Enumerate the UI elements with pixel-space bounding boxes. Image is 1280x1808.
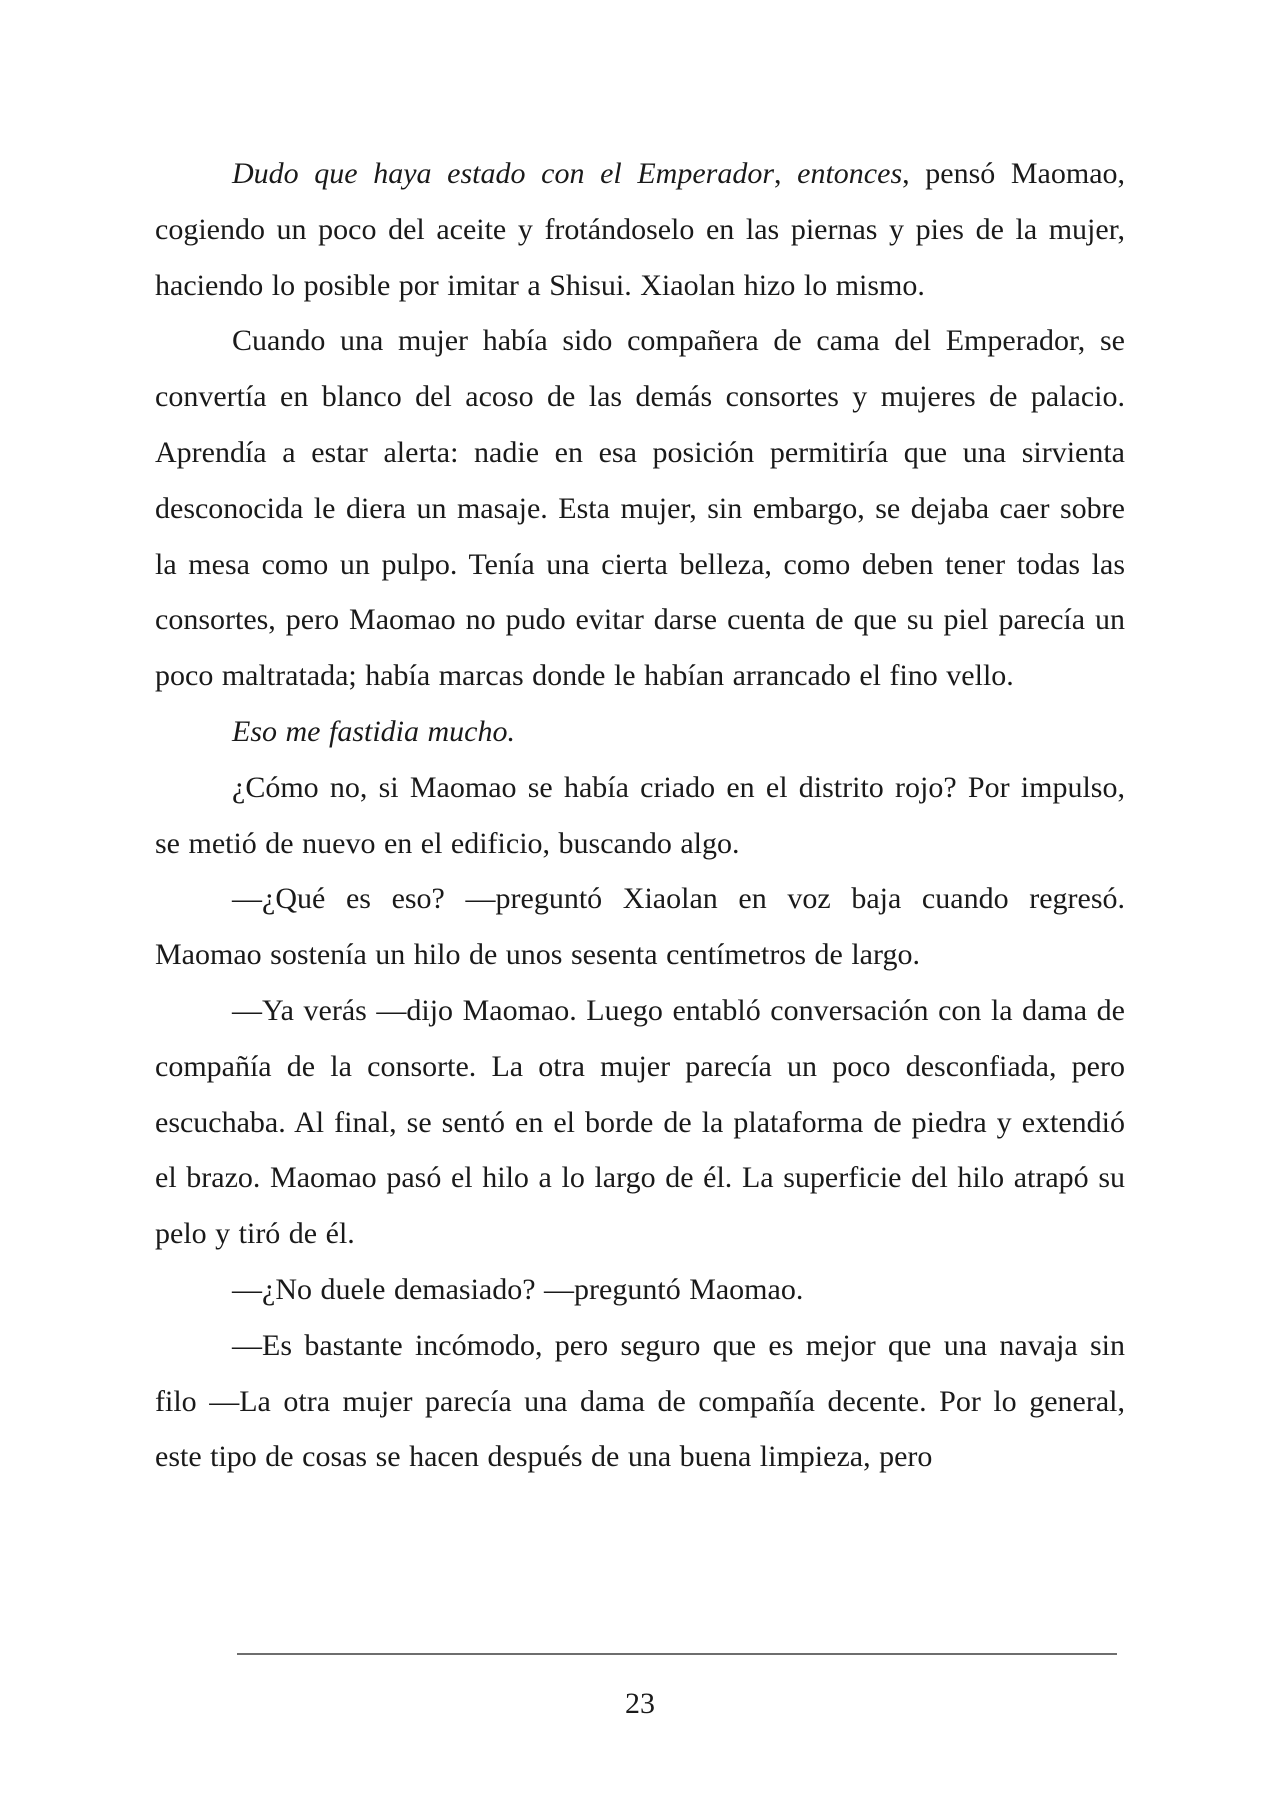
text-run: ,: [774, 157, 798, 190]
italic-thought: Eso me fastidia mucho.: [232, 714, 515, 748]
paragraph-6: [155, 983, 1125, 1262]
paragraph-4: [155, 760, 1125, 872]
text-run: Cuando una mujer había sido compañera de cama del Emperador, se convertía en blanco del acoso de las demás consortes y mujeres de palacio. Aprendía a estar alerta: nadie en esa posición permitiría que una sirvienta desconocida le diera un masaje. Esta mujer, sin embargo, se dejaba caer sobre la mesa como un pulpo. Tenía una cierta belleza, como deben tener todas las consortes, pero Maomao no pudo evitar darse cuenta de que su piel parecía un poco maltratada; había marcas donde le habían arrancado el fino vello.: [155, 324, 1125, 693]
page-number: 23: [625, 1687, 655, 1720]
text-run: —Es bastante incómodo, pero seguro que es mejor que una navaja sin filo —La otra mujer parecía una dama de compañía decente. Por lo general, este tipo de cosas se hacen después de una buena limpieza, pero: [155, 1328, 1125, 1474]
italic-thought: Dudo que haya estado con el Emperador: [232, 157, 775, 190]
paragraph-7: [155, 1262, 1125, 1318]
body-text: [155, 146, 1125, 1485]
paragraph-3: [155, 704, 1125, 760]
paragraph-5: [155, 871, 1125, 983]
footer-divider: [237, 1653, 1117, 1655]
italic-thought: entonces: [797, 157, 903, 190]
text-run: ¿Cómo no, si Maomao se había criado en el distrito rojo? Por impulso, se metió de nuevo en el edificio, buscando algo.: [155, 770, 1125, 860]
text-run: , pensó Maomao, cogiendo un poco del aceite y frotándoselo en las piernas y pies de la mujer, haciendo lo posible por imitar a Shisui. Xiaolan hizo lo mismo.: [155, 157, 1126, 302]
text-run: —¿Qué es eso? —preguntó Xiaolan en voz baja cuando regresó. Maomao sostenía un hilo de unos sesenta centímetros de largo.: [155, 882, 1125, 972]
paragraph-1: [155, 146, 1125, 313]
text-run: —¿No duele demasiado? —preguntó Maomao.: [232, 1272, 804, 1306]
paragraph-8: [155, 1318, 1125, 1485]
text-run: —Ya verás —dijo Maomao. Luego entabló conversación con la dama de compañía de la consorte. La otra mujer parecía un poco desconfiada, pero escuchaba. Al final, se sentó en el borde de la plataforma de piedra y extendió el brazo. Maomao pasó el hilo a lo largo de él. La superficie del hilo atrapó su pelo y tiró de él.: [155, 993, 1125, 1251]
paragraph-2: [155, 313, 1125, 704]
